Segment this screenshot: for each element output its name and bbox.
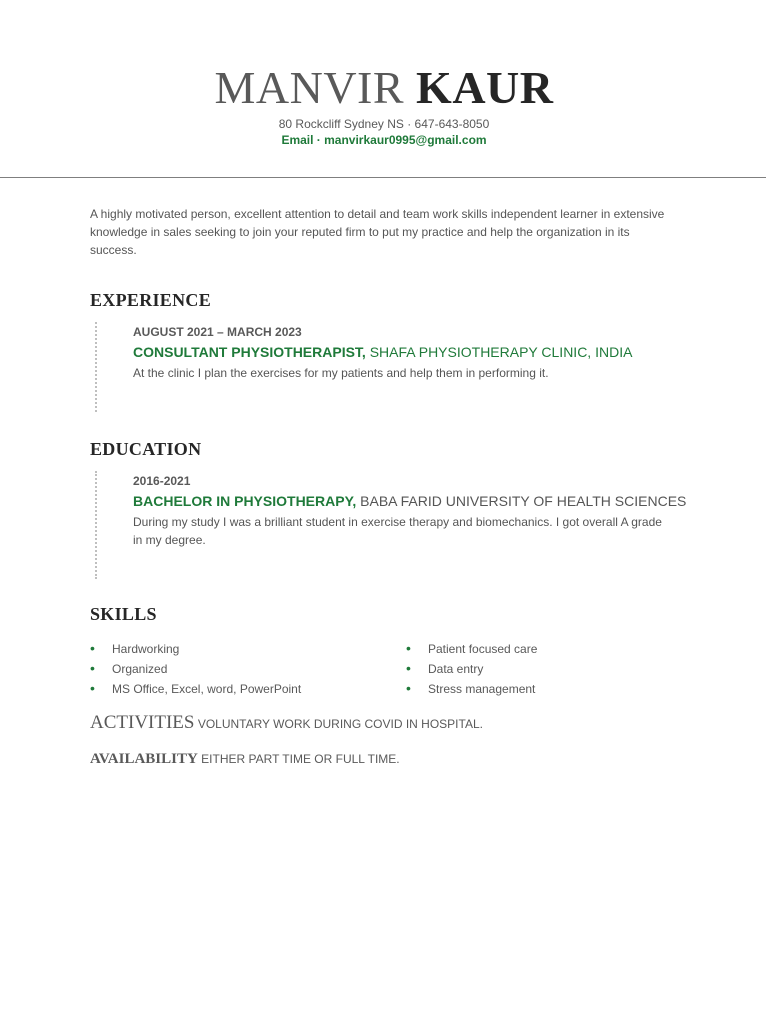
availability-label: AVAILABILITY — [90, 751, 198, 767]
skill-item: • Organized — [90, 660, 168, 676]
header-divider — [0, 177, 766, 178]
activities-line — [90, 712, 483, 734]
bullet-icon: • — [90, 660, 95, 676]
experience-description: At the clinic I plan the exercises for my patients and help them in performing it. — [133, 366, 549, 380]
skills-heading: SKILLS — [90, 604, 157, 624]
contact-line: 80 Rockcliff Sydney NS · 647-643-8050 — [278, 117, 490, 131]
bullet-icon: • — [406, 660, 411, 676]
bullet-icon: • — [406, 640, 411, 656]
education-dates: 2016-2021 — [133, 474, 191, 488]
experience-heading: EXPERIENCE — [90, 290, 212, 310]
education-heading: EDUCATION — [90, 439, 202, 459]
first-name: MANVIR — [214, 62, 417, 113]
availability-value: EITHER PART TIME OR FULL TIME. — [197, 752, 400, 766]
bullet-icon: • — [90, 680, 95, 696]
skill-item: • Stress management — [406, 680, 536, 696]
education-description: During my study I was a brilliant student in exercise therapy and biomechanics. I got overall A grade in my degree. — [133, 515, 662, 547]
availability-line — [90, 750, 400, 768]
education-title: BACHELOR IN PHYSIOTHERAPY, — [133, 493, 357, 509]
skill-item: • Data entry — [406, 660, 484, 676]
resume-header — [0, 60, 768, 148]
experience-title: CONSULTANT PHYSIOTHERAPIST, — [133, 344, 366, 360]
skill-item: • Hardworking — [90, 640, 180, 656]
bullet-icon: • — [90, 640, 95, 656]
education-entry — [95, 471, 733, 579]
experience-dates: AUGUST 2021 – MARCH 2023 — [133, 325, 302, 339]
bullet-icon: • — [406, 680, 411, 696]
experience-role — [133, 342, 733, 362]
education-role — [133, 491, 733, 511]
skill-item: • Patient focused care — [406, 640, 538, 656]
activities-value: VOLUNTARY WORK DURING COVID IN HOSPITAL. — [194, 717, 483, 731]
email-line[interactable]: Email · manvirkaur0995@gmail.com — [281, 133, 487, 147]
last-name: KAUR — [416, 62, 554, 113]
activities-label: ACTIVITIES — [90, 712, 195, 733]
experience-entry — [95, 322, 733, 412]
experience-org: SHAFA PHYSIOTHERAPY CLINIC, INDIA — [365, 344, 633, 360]
candidate-name — [0, 60, 768, 116]
education-org: BABA FARID UNIVERSITY OF HEALTH SCIENCES — [356, 493, 687, 509]
profile-summary: A highly motivated person, excellent attention to detail and team work skills independent learner in extensive knowledge in sales seeking to join your reputed firm to put my practice and help the organization in its success. — [90, 207, 665, 257]
skill-item: • MS Office, Excel, word, PowerPoint — [90, 680, 302, 696]
